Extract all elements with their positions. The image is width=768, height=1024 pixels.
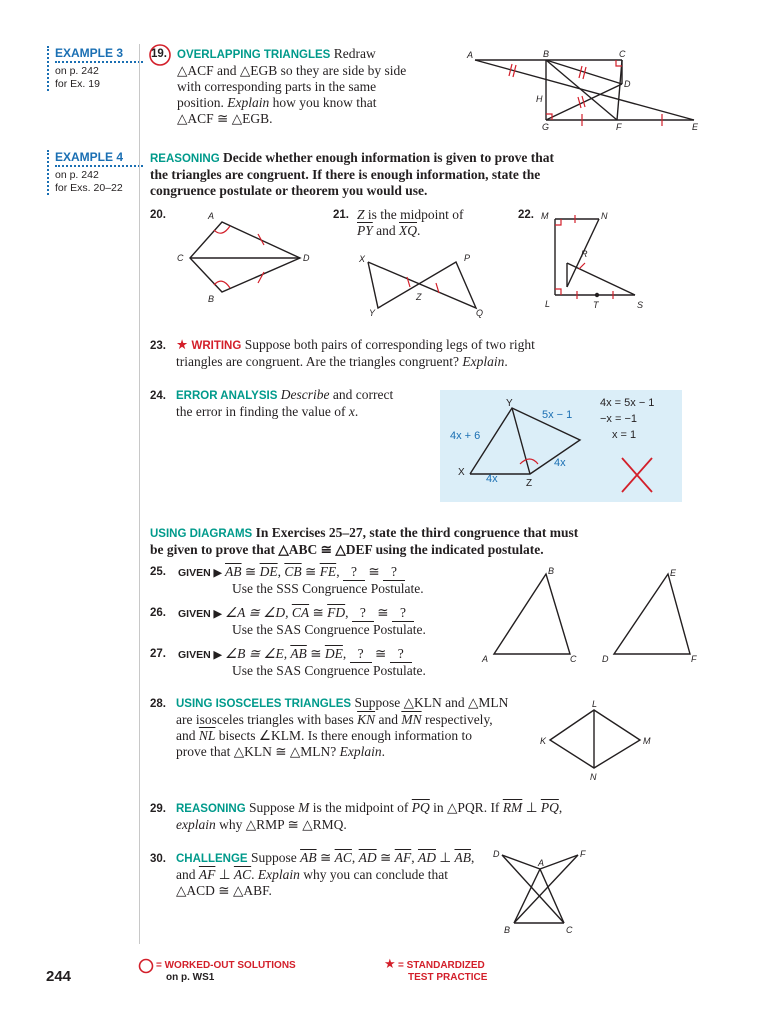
example-3-exercise: for Ex. 19 <box>55 78 100 90</box>
exercise-23-text <box>176 337 596 370</box>
point-label: B <box>504 925 511 935</box>
point-label: C <box>570 654 577 664</box>
point-label: F <box>691 654 697 664</box>
point-label: L <box>592 699 598 709</box>
figure-exercise-20 <box>172 210 322 306</box>
point-label: E <box>692 122 699 132</box>
point-label: F <box>616 122 622 132</box>
reasoning-instructions <box>150 150 610 199</box>
exercise-number: 21. <box>333 209 349 221</box>
text-span: and correct <box>329 387 394 402</box>
answer-blank[interactable]: ? <box>383 564 405 581</box>
text-span: ≅ <box>301 564 320 579</box>
exercise-21-text <box>357 207 507 239</box>
text-span: . <box>354 404 359 419</box>
exercise-heading: USING DIAGRAMS <box>150 528 253 540</box>
side-label: 4x <box>554 457 566 469</box>
example-4-page: on p. 242 <box>55 169 99 181</box>
figure-triangles-abc-def <box>478 562 708 672</box>
answer-blank[interactable]: ? <box>352 605 374 622</box>
exercise-heading: CHALLENGE <box>176 853 248 865</box>
text-line: with corresponding parts in the same <box>177 79 377 94</box>
point-label: Q <box>476 308 484 318</box>
text-span: and <box>375 712 402 727</box>
text-line: △ACD ≅ △ABF. <box>176 883 272 898</box>
side-label: 5x − 1 <box>542 409 573 421</box>
text-span: x <box>348 404 355 419</box>
exercise-27-text: GIVEN ▶ ∠B ≅ ∠E, $\overline{AB}$ ≅ $\overline{DE}$, ? ≅ ? Use the SAS Congruence Postulate. <box>178 646 478 679</box>
worked-solutions-legend <box>156 960 296 984</box>
text-span: Suppose <box>250 850 301 865</box>
example-4-title: EXAMPLE 4 <box>55 150 143 167</box>
text-line: △ACF and △EGB so they are side by side <box>177 63 407 78</box>
exercise-number: 22. <box>518 209 534 221</box>
segment: $\overline{AB}$ <box>454 850 471 865</box>
figure-exercise-24 <box>440 390 682 502</box>
point-label: M <box>643 736 651 746</box>
exercise-number: 25. <box>150 566 166 578</box>
text-span: ∠B ≅ ∠E, <box>225 646 291 661</box>
test-practice-star-icon: ★ <box>384 956 396 971</box>
equation-line: −x = −1 <box>600 413 638 425</box>
exercise-number: 26. <box>150 607 166 619</box>
sidebar-divider <box>139 44 140 944</box>
segment: $\overline{AD}$ <box>358 850 377 865</box>
given-label: GIVEN ▶ <box>178 608 222 620</box>
text-span: , <box>277 564 285 579</box>
segment: $\overline{DE}$ <box>259 564 278 579</box>
point-label: Y <box>369 308 376 318</box>
text-span: and <box>372 223 400 238</box>
exercise-number: 29. <box>150 803 166 815</box>
segment: $\overline{CB}$ <box>284 564 302 579</box>
point-label: M <box>541 211 549 221</box>
exercise-heading: ERROR ANALYSIS <box>176 390 278 402</box>
exercise-number: 27. <box>150 648 166 660</box>
legend-text: on p. WS1 <box>166 972 215 983</box>
exercise-number: 30. <box>150 853 166 865</box>
text-span: prove that △KLN ≅ △MLN? <box>176 744 340 759</box>
error-x-icon <box>622 458 652 492</box>
text-span: ≅ <box>309 605 328 620</box>
exercise-number: 23. <box>150 340 166 352</box>
point-label: A <box>538 858 545 868</box>
exercise-number: 28. <box>150 698 166 710</box>
text-span: is the midpoint of <box>309 800 412 815</box>
answer-blank[interactable]: ? <box>350 646 372 663</box>
text-span: Explain <box>462 354 505 369</box>
text-span: , <box>558 800 563 815</box>
text-span: how you know that <box>269 95 377 110</box>
text-span: explain <box>176 817 216 832</box>
point-label: G <box>542 122 550 132</box>
point-label: D <box>624 79 631 89</box>
text-span: Describe <box>280 387 330 402</box>
segment: $\overline{XQ}$ <box>399 223 418 238</box>
text-span: Explain <box>257 867 300 882</box>
exercise-28-text <box>176 695 536 760</box>
exercise-number: 24. <box>150 390 166 402</box>
equation-line: x = 1 <box>612 429 637 441</box>
segment: $\overline{AB}$ <box>290 646 307 661</box>
side-label: 4x <box>486 473 498 485</box>
exercise-number: 19. <box>151 48 167 60</box>
text-span: ≅ <box>306 646 325 661</box>
example-3-page: on p. 242 <box>55 65 99 77</box>
text-line: Decide whether enough information is given to prove that <box>223 150 555 165</box>
using-diagrams-instructions <box>150 525 620 558</box>
point-label: N <box>590 772 597 782</box>
point-label: H <box>536 94 543 104</box>
segment: $\overline{AC}$ <box>334 850 352 865</box>
segment: $\overline{KN}$ <box>357 712 376 727</box>
segment: $\overline{AB}$ <box>300 850 317 865</box>
text-span: triangles are congruent. Are the triangles congruent? <box>176 354 463 369</box>
segment: $\overline{AF}$ <box>394 850 412 865</box>
answer-blank[interactable]: ? <box>343 564 365 581</box>
point-label: B <box>543 49 550 59</box>
text-span: M <box>298 800 310 815</box>
exercise-26-text: GIVEN ▶ ∠A ≅ ∠D, $\overline{CA}$ ≅ $\overline{FD}$, ? ≅ ? Use the SAS Congruence Postulate. <box>178 605 478 638</box>
text-span: and <box>176 867 199 882</box>
example-3-title: EXAMPLE 3 <box>55 46 143 63</box>
segment: $\overline{MN}$ <box>401 712 422 727</box>
point-label: B <box>548 566 555 576</box>
reasoning-heading: REASONING <box>150 153 220 165</box>
segment: $\overline{FD}$ <box>327 605 346 620</box>
text-span: Explain <box>227 95 270 110</box>
worked-solution-circle-icon <box>137 958 155 974</box>
text-span: Suppose <box>249 800 299 815</box>
point-label: A <box>208 211 215 221</box>
exercise-heading: USING ISOSCELES TRIANGLES <box>176 698 352 710</box>
exercise-heading: OVERLAPPING TRIANGLES <box>177 49 331 61</box>
text-span: . <box>251 867 258 882</box>
segment: $\overline{PQ}$ <box>411 800 430 815</box>
legend-text: = STANDARDIZED <box>398 960 485 971</box>
point-label: D <box>493 849 500 859</box>
segment: $\overline{PY}$ <box>357 223 373 238</box>
segment: $\overline{AD}$ <box>417 850 436 865</box>
text-span: and <box>176 728 199 743</box>
point-label: S <box>637 300 644 310</box>
text-span: Z <box>357 207 365 222</box>
text-span: , <box>411 850 418 865</box>
test-practice-star-icon: ★ <box>176 337 189 352</box>
point-label: P <box>464 253 471 263</box>
point-label: X <box>458 467 465 478</box>
exercise-30-text <box>176 850 496 899</box>
exercise-heading: WRITING <box>191 340 242 352</box>
segment: $\overline{NL}$ <box>198 728 216 743</box>
point-label: B <box>208 294 215 304</box>
text-span: , <box>470 850 475 865</box>
text-line: the triangles are congruent. If there is enough information, state the <box>150 167 541 182</box>
legend-text: = WORKED-OUT SOLUTIONS <box>156 960 296 971</box>
text-line: Suppose △KLN and △MLN <box>354 695 509 710</box>
point-label: R <box>581 249 588 259</box>
exercise-29-text <box>176 800 596 833</box>
answer-blank[interactable]: ? <box>390 646 412 663</box>
text-span: , <box>351 850 359 865</box>
legend-text: TEST PRACTICE <box>408 972 488 983</box>
text-line: Use the SSS Congruence Postulate. <box>232 581 424 596</box>
text-span: position. <box>177 95 228 110</box>
text-line: Redraw <box>333 46 376 61</box>
text-span: respectively, <box>421 712 493 727</box>
segment: $\overline{PQ}$ <box>540 800 559 815</box>
equation-line: 4x = 5x − 1 <box>600 397 655 409</box>
text-span: . <box>381 744 386 759</box>
point-label: D <box>602 654 609 664</box>
text-line: In Exercises 25–27, state the third congruence that must <box>255 525 579 540</box>
segment: $\overline{AB}$ <box>225 564 242 579</box>
segment: $\overline{DE}$ <box>324 646 343 661</box>
exercise-24-text <box>176 387 436 420</box>
point-label: K <box>540 736 547 746</box>
figure-exercise-22 <box>535 207 655 315</box>
exercise-25-text: GIVEN ▶ $\overline{AB}$ ≅ $\overline{DE}$, $\overline{CB}$ ≅ $\overline{FE}$, ? ≅ ? Use the SSS Congruence Postulate. <box>178 564 478 597</box>
point-label: A <box>467 50 474 60</box>
text-span: why you can conclude that <box>299 867 448 882</box>
segment: $\overline{AF}$ <box>198 867 216 882</box>
point-label: Y <box>506 398 513 409</box>
text-line: Use the SAS Congruence Postulate. <box>232 622 426 637</box>
answer-blank[interactable]: ? <box>392 605 414 622</box>
point-label: E <box>670 568 677 578</box>
point-label: N <box>601 211 608 221</box>
text-span: ⊥ <box>435 850 455 865</box>
given-label: GIVEN ▶ <box>178 649 222 661</box>
text-span: is the midpoint of <box>364 207 464 222</box>
given-label: GIVEN ▶ <box>178 567 222 579</box>
exercise-number: 20. <box>150 209 166 221</box>
text-span: the error in finding the value of <box>176 404 349 419</box>
text-span: ⊥ <box>215 867 234 882</box>
text-span: ≅ <box>376 850 395 865</box>
point-label: T <box>593 300 599 310</box>
point-label: X <box>359 254 366 264</box>
text-span: ⊥ <box>522 800 541 815</box>
text-span: why △RMP ≅ △RMQ. <box>215 817 347 832</box>
side-label: 4x + 6 <box>450 430 481 442</box>
point-label: C <box>566 925 573 935</box>
figure-exercise-28 <box>536 698 666 784</box>
segment: $\overline{FE}$ <box>319 564 337 579</box>
test-practice-legend <box>398 960 487 984</box>
point-label: F <box>580 849 586 859</box>
text-span: are isosceles triangles with bases <box>176 712 358 727</box>
text-span: Explain <box>339 744 382 759</box>
point-label: D <box>303 253 310 263</box>
point-label: Z <box>416 292 422 302</box>
exercise-19-text <box>177 46 467 127</box>
point-label: L <box>545 299 551 309</box>
text-span: ∠A ≅ ∠D, <box>225 605 292 620</box>
figure-exercise-30 <box>490 845 600 935</box>
text-line: Suppose both pairs of corresponding legs of two right <box>244 337 535 352</box>
point-label: C <box>619 49 626 59</box>
text-span: . <box>417 223 421 238</box>
point-label: Z <box>526 478 533 489</box>
example-3-reference <box>47 46 143 91</box>
text-line: be given to prove that △ABC ≅ △DEF using the indicated postulate. <box>150 542 544 557</box>
example-4-exercise: for Exs. 20–22 <box>55 182 123 194</box>
text-line: △ACF ≅ △EGB. <box>177 111 273 126</box>
text-span: ≅ <box>316 850 335 865</box>
exercise-heading: REASONING <box>176 803 246 815</box>
text-span: . <box>504 354 508 369</box>
text-line: Use the SAS Congruence Postulate. <box>232 663 426 678</box>
segment: $\overline{AC}$ <box>233 867 252 882</box>
segment: $\overline{CA}$ <box>291 605 310 620</box>
page-number: 244 <box>46 968 72 985</box>
text-line: congruence postulate or theorem you would use. <box>150 183 428 198</box>
example-4-reference <box>47 150 143 195</box>
figure-overlapping-triangles <box>462 46 712 134</box>
point-label: A <box>482 654 489 664</box>
point-label: C <box>177 253 184 263</box>
figure-exercise-21 <box>352 250 492 322</box>
text-span: ≅ <box>241 564 260 579</box>
text-span: in △PQR. If <box>429 800 503 815</box>
text-span: bisects ∠KLM. Is there enough information to <box>215 728 472 743</box>
segment: $\overline{RM}$ <box>502 800 523 815</box>
